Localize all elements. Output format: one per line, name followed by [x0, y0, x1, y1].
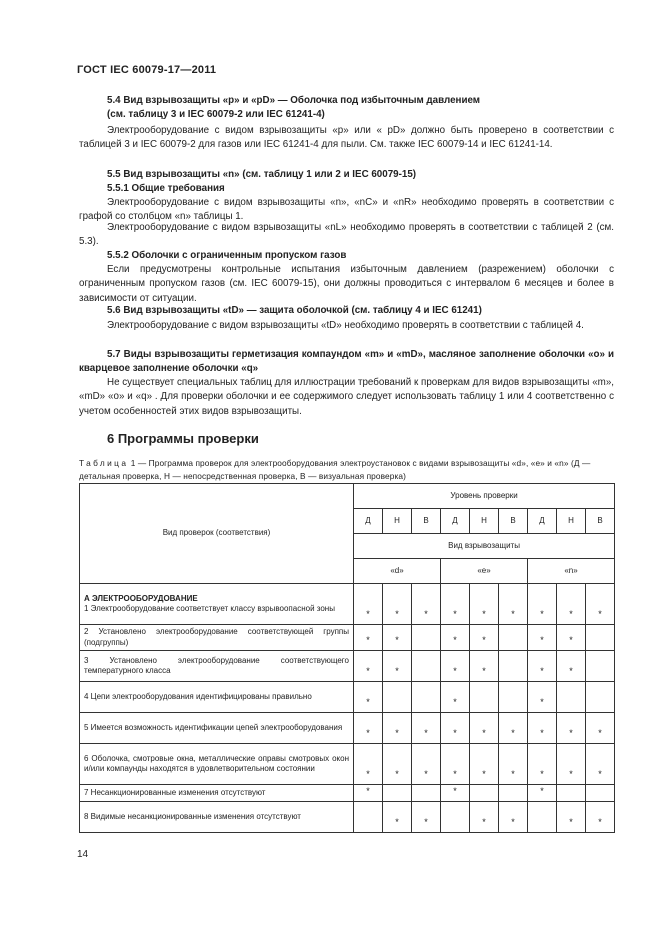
mark-cell: *	[528, 682, 557, 713]
mark-cell: *	[354, 625, 383, 651]
row-text: 5 Имеется возможность идентификации цепей электрооборудования	[84, 722, 343, 732]
mark-cell	[383, 682, 412, 713]
mark-cell: *	[383, 625, 412, 651]
mark-cell: *	[412, 802, 441, 833]
row-description	[80, 584, 354, 625]
mark-cell	[383, 785, 412, 802]
level-cell: Н	[557, 509, 586, 534]
table-caption	[79, 457, 614, 482]
row-text: 1 Электрооборудование соответствует классу взрывоопасной зоны	[84, 604, 335, 613]
level-cell: В	[499, 509, 528, 534]
section-5-4-text: Электрооборудование с видом взрывозащиты «р» или « pD» должно быть проверено в соответствии с таблицей 3 и IEC 60079-2 для газов или IEC 61241-4 для пыли. См. также IEC 60079-14 и IEC 61241-14.	[79, 125, 614, 151]
mark-cell: *	[470, 625, 499, 651]
mark-cell: *	[441, 682, 470, 713]
mark-cell: *	[528, 713, 557, 744]
level-cell: Н	[470, 509, 499, 534]
mark-cell: *	[470, 584, 499, 625]
section-5-5-2-text: Если предусмотрены контрольные испытания избыточным давлением (разрежением) оболочки с ограниченным пропуском газов (см. IEC 60079-15), они должны проводиться с интервалом 6 месяцев и более в зависимости от ситуации.	[79, 264, 614, 304]
table-row	[80, 713, 615, 744]
mark-cell: *	[412, 584, 441, 625]
mark-cell: *	[470, 651, 499, 682]
row-text: 3 Установлено электрооборудование соответствующего температурного класса	[84, 655, 349, 675]
mark-cell: *	[441, 584, 470, 625]
table-caption-text: 1 — Программа проверок для электрооборудования электроустановок с видами взрывозащиты «d», «е» и «n» (Д — детальная проверка, Н — непосредственная проверка, В — визуальная проверка)	[79, 458, 591, 481]
mark-cell	[586, 785, 615, 802]
section-5-6-title: 5.6 Вид взрывозащиты «tD» — защита оболочкой (см. таблицу 4 и IEC 61241)	[107, 305, 482, 316]
mark-cell	[412, 682, 441, 713]
table-caption-word: Таблица	[79, 458, 129, 468]
section-5-5-1-text-2: Электрооборудование с видом взрывозащиты «nL» необходимо проверять в соответствии с таблицей 2 (см. 5.3).	[79, 222, 614, 248]
row-description	[80, 682, 354, 713]
table-row	[80, 785, 615, 802]
mark-cell: *	[354, 682, 383, 713]
mark-cell: *	[441, 625, 470, 651]
mark-cell	[354, 802, 383, 833]
table-row	[80, 651, 615, 682]
mark-cell: *	[528, 584, 557, 625]
section-5-5-2-title: 5.5.2 Оболочки с ограниченным пропуском газов	[107, 250, 347, 261]
table-body	[80, 584, 615, 833]
document-header: ГОСТ IEC 60079-17—2011	[77, 64, 217, 76]
level-cell: Д	[441, 509, 470, 534]
table-row	[80, 584, 615, 625]
table-header-level: Уровень проверки	[354, 484, 615, 509]
mark-cell: *	[499, 802, 528, 833]
mark-cell: *	[441, 744, 470, 785]
level-cell: Н	[383, 509, 412, 534]
table-row	[80, 802, 615, 833]
mark-cell: *	[412, 713, 441, 744]
mark-cell: *	[557, 625, 586, 651]
mark-cell	[586, 625, 615, 651]
row-text: 8 Видимые несанкционированные изменения отсутствуют	[84, 811, 301, 821]
section-5-7-text: Не существует специальных таблиц для иллюстрации требований к проверкам для видов взрывозащиты «m», «mD» «о» и «q» . Для проверки оболочки и ее содержимого следует использовать таблицу 1 или 4 соответственно с учетом особенностей этих видов взрывозащиты.	[79, 377, 614, 417]
mark-cell	[499, 785, 528, 802]
mark-cell: *	[499, 744, 528, 785]
protection-cell: «n»	[528, 559, 615, 584]
mark-cell: *	[528, 625, 557, 651]
section-5-5-1-title: 5.5.1 Общие требования	[107, 183, 225, 194]
mark-cell: *	[383, 713, 412, 744]
level-cell: Д	[354, 509, 383, 534]
section-5-5-title: 5.5 Вид взрывозащиты «n» (см. таблицу 1 или 2 и IEC 60079-15)	[107, 169, 417, 180]
table-row	[80, 744, 615, 785]
mark-cell: *	[557, 651, 586, 682]
protection-cell: «е»	[441, 559, 528, 584]
mark-cell: *	[557, 584, 586, 625]
row-description	[80, 651, 354, 682]
mark-cell: *	[470, 744, 499, 785]
mark-cell	[470, 682, 499, 713]
mark-cell	[412, 625, 441, 651]
level-cell: Д	[528, 509, 557, 534]
row-text: 4 Цепи электрооборудования идентифицированы правильно	[84, 691, 312, 701]
level-cell: В	[412, 509, 441, 534]
mark-cell	[499, 651, 528, 682]
mark-cell: *	[586, 744, 615, 785]
mark-cell: *	[383, 584, 412, 625]
mark-cell	[557, 682, 586, 713]
mark-cell	[557, 785, 586, 802]
mark-cell: *	[354, 584, 383, 625]
row-text: 6 Оболочка, смотровые окна, металлические оправы смотровых окон и/или компаунды находятся в удовлетворительном состоянии	[84, 753, 349, 773]
mark-cell: *	[383, 744, 412, 785]
mark-cell: *	[354, 785, 383, 802]
table-header-kind: Вид проверок (соответствия)	[80, 484, 354, 584]
section-5-4-title	[79, 94, 642, 123]
mark-cell	[499, 625, 528, 651]
mark-cell: *	[354, 651, 383, 682]
mark-cell: *	[586, 802, 615, 833]
section-5-4-title-line2: (см. таблицу 3 и IEC 60079-2 или IEC 61241-4)	[107, 109, 325, 121]
mark-cell	[441, 802, 470, 833]
mark-cell	[470, 785, 499, 802]
table-row	[80, 625, 615, 651]
group-label: А ЭЛЕКТРООБОРУДОВАНИЕ	[84, 593, 198, 603]
section-5-6-text: Электрооборудование с видом взрывозащиты «tD» необходимо проверять в соответствии с таблицей 4.	[107, 320, 584, 331]
mark-cell: *	[383, 651, 412, 682]
row-description	[80, 802, 354, 833]
section-5-7-title: 5.7 Виды взрывозащиты герметизация компаундом «m» и «mD», масляное заполнение оболочки «о» и кварцевое заполнение оболочки «q»	[79, 349, 614, 375]
protection-cell: «d»	[354, 559, 441, 584]
table-header-protection: Вид взрывозащиты	[354, 534, 615, 559]
mark-cell: *	[383, 802, 412, 833]
mark-cell: *	[354, 713, 383, 744]
row-description	[80, 625, 354, 651]
mark-cell	[586, 682, 615, 713]
mark-cell: *	[557, 802, 586, 833]
mark-cell: *	[499, 713, 528, 744]
section-6-title: 6 Программы проверки	[107, 431, 259, 446]
row-text: 7 Несанкционированные изменения отсутствуют	[84, 787, 266, 797]
mark-cell: *	[586, 584, 615, 625]
mark-cell	[412, 651, 441, 682]
mark-cell: *	[528, 785, 557, 802]
mark-cell: *	[470, 802, 499, 833]
mark-cell: *	[528, 651, 557, 682]
row-description	[80, 713, 354, 744]
page-number: 14	[77, 849, 89, 860]
mark-cell: *	[412, 744, 441, 785]
mark-cell: *	[441, 651, 470, 682]
row-text: 2 Установлено электрооборудование соответствующей группы (подгруппы)	[84, 627, 349, 647]
mark-cell	[528, 802, 557, 833]
mark-cell: *	[557, 744, 586, 785]
mark-cell: *	[441, 713, 470, 744]
inspection-table	[79, 483, 615, 833]
mark-cell: *	[586, 713, 615, 744]
row-description	[80, 785, 354, 802]
mark-cell	[499, 682, 528, 713]
mark-cell: *	[441, 785, 470, 802]
mark-cell: *	[470, 713, 499, 744]
mark-cell	[586, 651, 615, 682]
row-description	[80, 744, 354, 785]
section-5-4-title-line1: 5.4 Вид взрывозащиты «р» и «pD» — Оболочка под избыточным давлением	[107, 95, 481, 106]
level-cell: В	[586, 509, 615, 534]
table-row	[80, 682, 615, 713]
mark-cell: *	[528, 744, 557, 785]
mark-cell: *	[499, 584, 528, 625]
section-5-5-1-text-1: Электрооборудование с видом взрывозащиты «n», «nC» и «nR» необходимо проверять в соответствии с графой со столбцом «n» таблицы 1.	[79, 197, 614, 223]
mark-cell: *	[354, 744, 383, 785]
mark-cell: *	[557, 713, 586, 744]
mark-cell	[412, 785, 441, 802]
